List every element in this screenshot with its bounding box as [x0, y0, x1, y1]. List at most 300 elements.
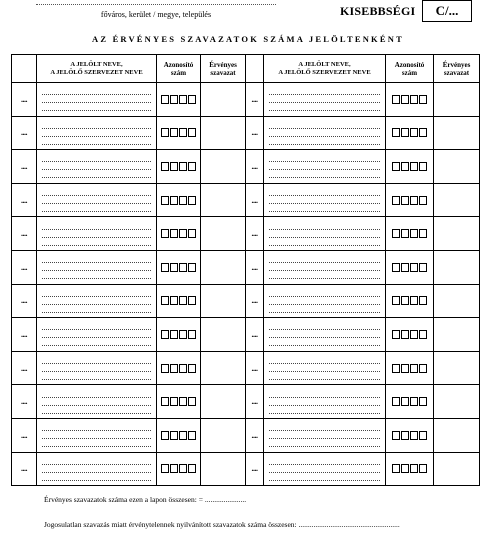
- table-row: [12, 385, 480, 419]
- dotted-entry-line: [42, 103, 151, 111]
- id-digit-box[interactable]: [170, 229, 178, 238]
- header-valid-line2: szavazat: [210, 68, 236, 77]
- candidate-name-field-left[interactable]: [37, 318, 157, 352]
- id-digit-box[interactable]: [410, 196, 418, 205]
- id-number-field-left[interactable]: [157, 452, 201, 486]
- id-digit-box[interactable]: [170, 364, 178, 373]
- dotted-entry-line: [42, 372, 151, 380]
- id-digit-box[interactable]: [410, 464, 418, 473]
- dotted-entry-line: [42, 196, 151, 204]
- dotted-entry-line: [42, 457, 151, 465]
- valid-votes-field-right[interactable]: [434, 452, 480, 486]
- id-number-field-left[interactable]: [157, 351, 201, 385]
- id-digit-box[interactable]: [410, 95, 418, 104]
- header-id-line1: Azonosító: [394, 60, 425, 69]
- id-digit-box[interactable]: [188, 229, 196, 238]
- dotted-entry-line: [42, 322, 151, 330]
- id-digit-box[interactable]: [392, 296, 400, 305]
- id-digit-boxes: [157, 464, 200, 473]
- id-digit-box[interactable]: [401, 330, 409, 339]
- id-digit-box[interactable]: [170, 95, 178, 104]
- dotted-entry-line: [42, 154, 151, 162]
- candidate-name-field-left[interactable]: [37, 116, 157, 150]
- row-number-left[interactable]: ....: [12, 83, 37, 117]
- id-number-field-left[interactable]: [157, 385, 201, 419]
- row-number-right[interactable]: ....: [246, 318, 264, 352]
- id-digit-box[interactable]: [410, 330, 418, 339]
- header-id-line2: szám: [401, 68, 418, 77]
- dotted-entry-line: [42, 121, 151, 129]
- id-digit-boxes: [157, 296, 200, 305]
- id-digit-boxes: [386, 95, 433, 104]
- candidate-name-field-right[interactable]: [264, 351, 386, 385]
- dotted-entry-line: [42, 170, 151, 178]
- id-digit-box[interactable]: [161, 128, 169, 137]
- candidate-name-field-right[interactable]: [264, 418, 386, 452]
- id-digit-box[interactable]: [392, 330, 400, 339]
- invalid-votes-line: Jogosulatlan szavazás miatt érvénytelennek nyilvánított szavazatok száma összesen: ......................................................: [44, 520, 400, 529]
- id-digit-box[interactable]: [188, 263, 196, 272]
- header-id-right: [386, 55, 434, 83]
- id-digit-box[interactable]: [179, 431, 187, 440]
- candidates-table: [11, 54, 480, 486]
- candidate-name-field-right[interactable]: [264, 183, 386, 217]
- id-number-field-left[interactable]: [157, 284, 201, 318]
- id-digit-box[interactable]: [401, 263, 409, 272]
- header-marker-left: [12, 55, 37, 83]
- dotted-entry-line: [269, 289, 380, 297]
- id-number-field-right[interactable]: [386, 150, 434, 184]
- dotted-entry-line: [269, 322, 380, 330]
- dotted-entry-line: [42, 204, 151, 212]
- candidate-name-field-left[interactable]: [37, 217, 157, 251]
- candidate-name-field-right[interactable]: [264, 83, 386, 117]
- id-digit-boxes: [386, 397, 433, 406]
- dotted-entry-line: [42, 263, 151, 271]
- dotted-entry-line: [42, 338, 151, 346]
- dotted-entry-line: [269, 439, 380, 447]
- dotted-entry-line: [269, 356, 380, 364]
- id-number-field-right[interactable]: [386, 183, 434, 217]
- id-digit-boxes: [157, 330, 200, 339]
- id-digit-box[interactable]: [392, 464, 400, 473]
- id-digit-box[interactable]: [170, 330, 178, 339]
- dotted-entry-line: [269, 204, 380, 212]
- id-digit-box[interactable]: [161, 431, 169, 440]
- dotted-entry-line: [269, 398, 380, 406]
- id-digit-box[interactable]: [401, 95, 409, 104]
- candidate-name-field-right[interactable]: [264, 318, 386, 352]
- id-digit-boxes: [157, 128, 200, 137]
- id-digit-box[interactable]: [410, 296, 418, 305]
- id-digit-box[interactable]: [179, 95, 187, 104]
- dotted-entry-line: [269, 263, 380, 271]
- header-name-line2: A JELÖLŐ SZERVEZET NEVE: [278, 68, 371, 76]
- id-number-field-right[interactable]: [386, 284, 434, 318]
- dotted-entry-line: [269, 129, 380, 137]
- id-digit-box[interactable]: [392, 128, 400, 137]
- table-row: [12, 83, 480, 117]
- valid-votes-field-right[interactable]: [434, 183, 480, 217]
- id-digit-box[interactable]: [419, 229, 427, 238]
- id-digit-boxes: [386, 162, 433, 171]
- row-number-right[interactable]: ....: [246, 150, 264, 184]
- dotted-entry-line: [269, 121, 380, 129]
- id-digit-boxes: [386, 330, 433, 339]
- id-digit-box[interactable]: [188, 162, 196, 171]
- id-digit-box[interactable]: [170, 128, 178, 137]
- dotted-entry-line: [42, 230, 151, 238]
- id-digit-box[interactable]: [410, 397, 418, 406]
- id-number-field-left[interactable]: [157, 83, 201, 117]
- id-digit-boxes: [157, 364, 200, 373]
- row-number-left[interactable]: ....: [12, 351, 37, 385]
- dotted-entry-line: [42, 356, 151, 364]
- row-number-left[interactable]: ....: [12, 418, 37, 452]
- id-digit-box[interactable]: [161, 196, 169, 205]
- id-digit-box[interactable]: [170, 431, 178, 440]
- id-digit-box[interactable]: [188, 431, 196, 440]
- id-digit-box[interactable]: [419, 162, 427, 171]
- id-number-field-right[interactable]: [386, 452, 434, 486]
- valid-votes-field-left[interactable]: [201, 83, 246, 117]
- id-digit-box[interactable]: [419, 263, 427, 272]
- id-digit-box[interactable]: [419, 296, 427, 305]
- candidate-name-field-left[interactable]: [37, 83, 157, 117]
- id-digit-box[interactable]: [170, 263, 178, 272]
- id-digit-box[interactable]: [419, 330, 427, 339]
- dotted-entry-line: [269, 330, 380, 338]
- dotted-entry-line: [269, 423, 380, 431]
- id-number-field-right[interactable]: [386, 83, 434, 117]
- header-id-line2: szám: [170, 68, 187, 77]
- valid-votes-field-left[interactable]: [201, 452, 246, 486]
- id-number-field-left[interactable]: [157, 150, 201, 184]
- candidate-name-field-right[interactable]: [264, 385, 386, 419]
- id-digit-box[interactable]: [161, 464, 169, 473]
- dotted-entry-line: [269, 406, 380, 414]
- row-number-left[interactable]: ....: [12, 318, 37, 352]
- id-number-field-right[interactable]: [386, 385, 434, 419]
- valid-votes-field-right[interactable]: [434, 351, 480, 385]
- id-digit-box[interactable]: [170, 464, 178, 473]
- valid-votes-field-left[interactable]: [201, 318, 246, 352]
- id-digit-box[interactable]: [161, 330, 169, 339]
- dotted-entry-line: [42, 398, 151, 406]
- id-digit-box[interactable]: [179, 128, 187, 137]
- dotted-entry-line: [269, 390, 380, 398]
- form-type-label: KISEBBSÉGI: [340, 4, 416, 18]
- row-number-left[interactable]: ....: [12, 452, 37, 486]
- id-digit-box[interactable]: [419, 464, 427, 473]
- dotted-entry-line: [269, 305, 380, 313]
- valid-votes-field-left[interactable]: [201, 116, 246, 150]
- candidate-name-field-right[interactable]: [264, 116, 386, 150]
- valid-votes-field-right[interactable]: [434, 318, 480, 352]
- id-number-field-right[interactable]: [386, 116, 434, 150]
- candidate-name-field-right[interactable]: [264, 250, 386, 284]
- id-digit-box[interactable]: [401, 229, 409, 238]
- header-id-line1: Azonosító: [163, 60, 194, 69]
- id-digit-box[interactable]: [188, 364, 196, 373]
- valid-votes-field-left[interactable]: [201, 150, 246, 184]
- row-number-left[interactable]: ....: [12, 217, 37, 251]
- id-digit-box[interactable]: [188, 397, 196, 406]
- table-row: [12, 183, 480, 217]
- table-header-row: [12, 55, 480, 83]
- row-number-right[interactable]: ....: [246, 83, 264, 117]
- table-row: [12, 250, 480, 284]
- id-digit-box[interactable]: [188, 296, 196, 305]
- id-digit-box[interactable]: [179, 196, 187, 205]
- id-digit-box[interactable]: [161, 162, 169, 171]
- candidate-name-field-left[interactable]: [37, 351, 157, 385]
- dotted-entry-line: [269, 473, 380, 481]
- candidate-name-field-left[interactable]: [37, 183, 157, 217]
- dotted-entry-line: [269, 338, 380, 346]
- id-digit-boxes: [157, 162, 200, 171]
- id-digit-box[interactable]: [170, 196, 178, 205]
- id-digit-box[interactable]: [170, 296, 178, 305]
- id-digit-box[interactable]: [392, 95, 400, 104]
- id-digit-box[interactable]: [401, 464, 409, 473]
- row-number-left[interactable]: ....: [12, 116, 37, 150]
- table-row: [12, 318, 480, 352]
- id-digit-box[interactable]: [161, 397, 169, 406]
- dotted-entry-line: [269, 87, 380, 95]
- id-digit-boxes: [386, 196, 433, 205]
- id-digit-box[interactable]: [401, 162, 409, 171]
- table-row: [12, 284, 480, 318]
- id-digit-box[interactable]: [179, 364, 187, 373]
- row-number-right[interactable]: ....: [246, 183, 264, 217]
- candidate-name-field-right[interactable]: [264, 150, 386, 184]
- id-number-field-right[interactable]: [386, 217, 434, 251]
- id-digit-box[interactable]: [161, 364, 169, 373]
- row-number-left[interactable]: ....: [12, 150, 37, 184]
- dotted-entry-line: [42, 305, 151, 313]
- dotted-entry-line: [42, 465, 151, 473]
- id-number-field-right[interactable]: [386, 418, 434, 452]
- dotted-entry-line: [269, 137, 380, 145]
- id-digit-box[interactable]: [419, 196, 427, 205]
- id-digit-box[interactable]: [392, 162, 400, 171]
- id-digit-box[interactable]: [179, 330, 187, 339]
- dotted-entry-line: [269, 95, 380, 103]
- id-digit-box[interactable]: [161, 296, 169, 305]
- header-name-right: [264, 55, 386, 83]
- dotted-entry-line: [42, 297, 151, 305]
- valid-votes-field-right[interactable]: [434, 83, 480, 117]
- id-digit-boxes: [157, 431, 200, 440]
- table-row: [12, 217, 480, 251]
- id-digit-box[interactable]: [179, 397, 187, 406]
- id-digit-boxes: [157, 229, 200, 238]
- id-digit-box[interactable]: [410, 162, 418, 171]
- id-digit-box[interactable]: [392, 397, 400, 406]
- dotted-entry-line: [269, 196, 380, 204]
- id-digit-box[interactable]: [410, 431, 418, 440]
- id-digit-box[interactable]: [392, 431, 400, 440]
- dotted-entry-line: [269, 431, 380, 439]
- valid-votes-field-left[interactable]: [201, 385, 246, 419]
- id-digit-box[interactable]: [401, 397, 409, 406]
- dotted-entry-line: [42, 137, 151, 145]
- id-digit-box[interactable]: [188, 330, 196, 339]
- id-digit-box[interactable]: [179, 229, 187, 238]
- table-row: [12, 116, 480, 150]
- place-caption: főváros, kerület / megye, település: [100, 10, 212, 19]
- id-digit-box[interactable]: [179, 464, 187, 473]
- header-name-line1: A JELÖLT NEVE,: [298, 60, 351, 68]
- id-digit-box[interactable]: [419, 364, 427, 373]
- valid-votes-field-right[interactable]: [434, 250, 480, 284]
- header-valid-right: [434, 55, 480, 83]
- id-number-field-left[interactable]: [157, 250, 201, 284]
- id-number-field-right[interactable]: [386, 318, 434, 352]
- candidate-name-field-right[interactable]: [264, 452, 386, 486]
- valid-votes-field-left[interactable]: [201, 351, 246, 385]
- id-number-field-left[interactable]: [157, 418, 201, 452]
- candidate-name-field-right[interactable]: [264, 217, 386, 251]
- candidate-name-field-left[interactable]: [37, 150, 157, 184]
- row-number-right[interactable]: ....: [246, 385, 264, 419]
- valid-votes-field-right[interactable]: [434, 385, 480, 419]
- row-number-left[interactable]: ....: [12, 284, 37, 318]
- id-digit-box[interactable]: [410, 263, 418, 272]
- candidate-name-field-right[interactable]: [264, 284, 386, 318]
- dotted-entry-line: [269, 372, 380, 380]
- row-number-right[interactable]: ....: [246, 116, 264, 150]
- id-digit-box[interactable]: [179, 162, 187, 171]
- header-valid-line2: szavazat: [443, 68, 470, 77]
- id-number-field-left[interactable]: [157, 217, 201, 251]
- header-valid-line1: Érvényes: [209, 60, 237, 69]
- header-name-line1: A JELÖLT NEVE,: [70, 60, 123, 68]
- valid-votes-field-left[interactable]: [201, 418, 246, 452]
- dotted-entry-line: [42, 255, 151, 263]
- dotted-entry-line: [269, 465, 380, 473]
- valid-votes-field-right[interactable]: [434, 284, 480, 318]
- id-digit-box[interactable]: [401, 296, 409, 305]
- page-title: AZ ÉRVÉNYES SZAVAZATOK SZÁMA JELÖLTENKÉNT: [92, 34, 404, 44]
- valid-votes-field-right[interactable]: [434, 116, 480, 150]
- dotted-entry-line: [269, 271, 380, 279]
- dotted-entry-line: [42, 129, 151, 137]
- id-digit-boxes: [386, 128, 433, 137]
- row-number-right[interactable]: ....: [246, 217, 264, 251]
- dotted-entry-line: [269, 255, 380, 263]
- candidate-name-field-left[interactable]: [37, 385, 157, 419]
- candidate-name-field-left[interactable]: [37, 284, 157, 318]
- id-number-field-right[interactable]: [386, 351, 434, 385]
- id-digit-box[interactable]: [419, 95, 427, 104]
- dotted-entry-line: [269, 297, 380, 305]
- dotted-entry-line: [42, 431, 151, 439]
- id-digit-box[interactable]: [419, 397, 427, 406]
- row-number-left[interactable]: ....: [12, 385, 37, 419]
- valid-votes-field-right[interactable]: [434, 150, 480, 184]
- id-digit-box[interactable]: [392, 196, 400, 205]
- page-total-line: Érvényes szavazatok száma ezen a lapon összesen: = ......................: [44, 495, 247, 504]
- row-number-right[interactable]: ....: [246, 452, 264, 486]
- row-number-left[interactable]: ....: [12, 250, 37, 284]
- form-code-box: C/...: [422, 0, 472, 22]
- candidate-name-field-left[interactable]: [37, 452, 157, 486]
- id-digit-box[interactable]: [188, 464, 196, 473]
- dotted-entry-line: [42, 162, 151, 170]
- dotted-entry-line: [42, 439, 151, 447]
- candidate-name-field-left[interactable]: [37, 418, 157, 452]
- id-digit-box[interactable]: [161, 263, 169, 272]
- id-digit-box[interactable]: [410, 364, 418, 373]
- dotted-entry-line: [42, 95, 151, 103]
- id-digit-box[interactable]: [392, 229, 400, 238]
- dotted-entry-line: [42, 238, 151, 246]
- id-number-field-left[interactable]: [157, 318, 201, 352]
- id-number-field-left[interactable]: [157, 183, 201, 217]
- id-digit-box[interactable]: [401, 196, 409, 205]
- row-number-right[interactable]: ....: [246, 351, 264, 385]
- id-digit-box[interactable]: [410, 229, 418, 238]
- id-digit-box[interactable]: [188, 95, 196, 104]
- valid-votes-field-left[interactable]: [201, 284, 246, 318]
- row-number-left[interactable]: ....: [12, 183, 37, 217]
- id-digit-box[interactable]: [161, 229, 169, 238]
- id-number-field-right[interactable]: [386, 250, 434, 284]
- dotted-entry-line: [269, 222, 380, 230]
- id-digit-box[interactable]: [392, 364, 400, 373]
- dotted-entry-line: [42, 364, 151, 372]
- row-number-right[interactable]: ....: [246, 418, 264, 452]
- row-number-right[interactable]: ....: [246, 250, 264, 284]
- dotted-entry-line: [269, 162, 380, 170]
- candidate-name-field-left[interactable]: [37, 250, 157, 284]
- valid-votes-field-right[interactable]: [434, 418, 480, 452]
- id-digit-box[interactable]: [401, 364, 409, 373]
- id-digit-box[interactable]: [170, 162, 178, 171]
- table-row: [12, 150, 480, 184]
- dotted-entry-line: [42, 289, 151, 297]
- id-digit-box[interactable]: [179, 263, 187, 272]
- valid-votes-field-left[interactable]: [201, 217, 246, 251]
- place-dotted-line: [36, 4, 276, 5]
- id-digit-box[interactable]: [419, 431, 427, 440]
- valid-votes-field-left[interactable]: [201, 250, 246, 284]
- valid-votes-field-left[interactable]: [201, 183, 246, 217]
- valid-votes-field-right[interactable]: [434, 217, 480, 251]
- id-digit-box[interactable]: [170, 397, 178, 406]
- id-digit-boxes: [157, 397, 200, 406]
- dotted-entry-line: [42, 87, 151, 95]
- id-digit-box[interactable]: [188, 196, 196, 205]
- id-digit-box[interactable]: [419, 128, 427, 137]
- id-digit-box[interactable]: [161, 95, 169, 104]
- header-marker-right: [246, 55, 264, 83]
- id-digit-box[interactable]: [179, 296, 187, 305]
- table-row: [12, 351, 480, 385]
- id-digit-boxes: [386, 263, 433, 272]
- id-number-field-left[interactable]: [157, 116, 201, 150]
- id-digit-box[interactable]: [188, 128, 196, 137]
- dotted-entry-line: [269, 238, 380, 246]
- id-digit-box[interactable]: [401, 431, 409, 440]
- id-digit-box[interactable]: [392, 263, 400, 272]
- row-number-right[interactable]: ....: [246, 284, 264, 318]
- header-id-left: [157, 55, 201, 83]
- id-digit-box[interactable]: [410, 128, 418, 137]
- id-digit-box[interactable]: [401, 128, 409, 137]
